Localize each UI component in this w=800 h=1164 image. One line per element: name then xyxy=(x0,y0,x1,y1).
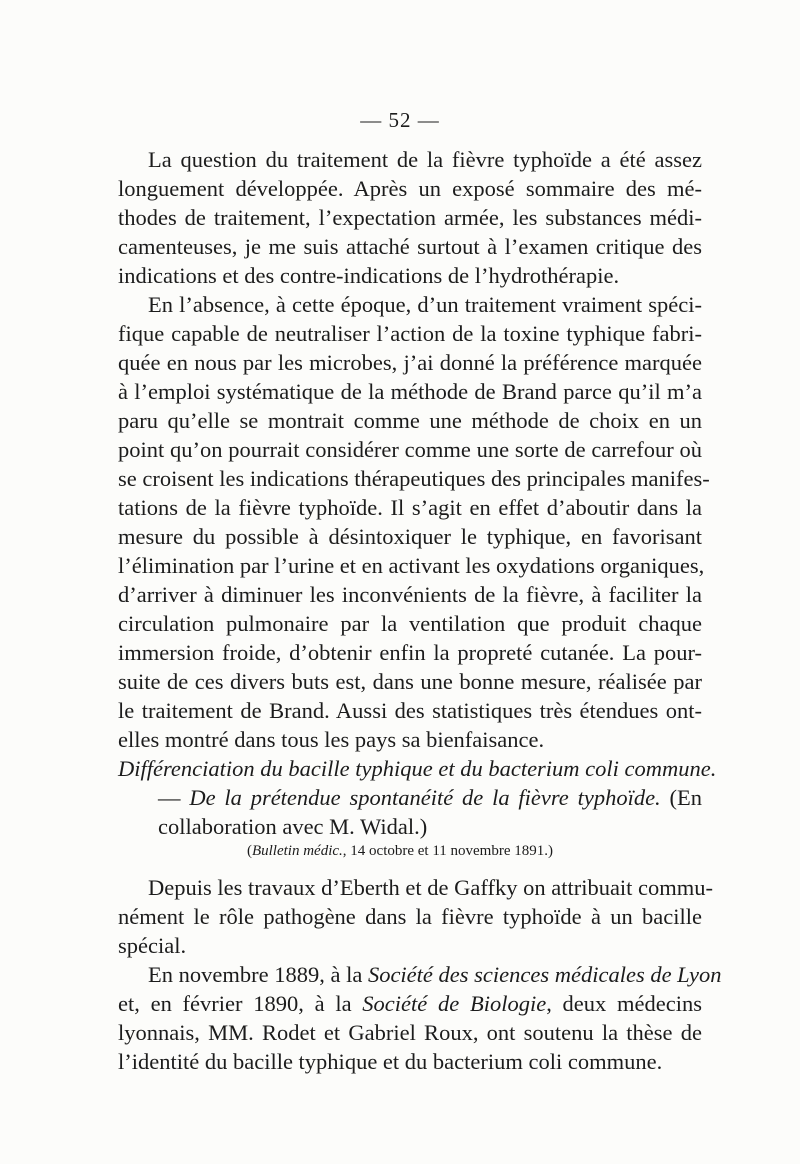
citation-dates: , 14 octobre et 11 novembre 1891.) xyxy=(342,843,554,859)
text-line: circulation pulmonaire par la ventilation que produit chaque xyxy=(118,611,702,636)
heading-dash: — xyxy=(158,785,190,810)
text-line: l’élimination par l’urine et en activant les oxydations organiques, xyxy=(118,553,705,578)
heading-suffix: (En xyxy=(660,785,702,810)
citation xyxy=(0,840,800,862)
text-line xyxy=(148,960,722,990)
text-line: spécial. xyxy=(118,933,187,958)
text-span: En novembre 1889, à la xyxy=(148,962,368,987)
citation-journal: Bulletin médic. xyxy=(251,843,343,859)
text-line: paru qu’elle se montrait comme une méthode de choix en un xyxy=(118,408,702,433)
text-line: fique capable de neutraliser l’action de la toxine typhique fabri- xyxy=(118,321,702,346)
heading-line: Différenciation du bacille typhique et du bacterium coli commune. xyxy=(118,756,717,781)
text-line: le traitement de Brand. Aussi des statistiques très étendues ont- xyxy=(118,698,702,723)
heading-subtitle: De la prétendue spontanéité de la fièvre typhoïde. xyxy=(189,785,661,810)
text-line: En l’absence, à cette époque, d’un traitement vraiment spéci- xyxy=(148,292,702,317)
society-name: Société de Biologie xyxy=(362,991,547,1016)
text-span: et, en février 1890, à la xyxy=(118,991,363,1016)
text-line: indications et des contre-indications de l’hydrothérapie. xyxy=(118,263,620,288)
citation-paren: ( xyxy=(246,843,252,859)
text-line: suite de ces divers buts est, dans une bonne mesure, réalisée par xyxy=(118,669,702,694)
text-line: se croisent les indications thérapeutiques des principales manifes- xyxy=(118,466,710,491)
text-line: l’identité du bacille typhique et du bacterium coli commune. xyxy=(118,1049,663,1074)
text-line: La question du traitement de la fièvre typhoïde a été assez xyxy=(148,147,702,172)
heading-line xyxy=(158,783,702,813)
text-line: elles montré dans tous les pays sa bienfaisance. xyxy=(118,727,545,752)
text-line xyxy=(118,989,702,1019)
text-line: immersion froide, d’obtenir enfin la propreté cutanée. La pour- xyxy=(118,640,702,665)
text-line: mesure du possible à désintoxiquer le typhique, en favorisant xyxy=(118,524,702,549)
text-span: , deux médecins xyxy=(546,991,702,1016)
text-line: longuement développée. Après un exposé sommaire des mé- xyxy=(118,176,702,201)
heading-line: collaboration avec M. Widal.) xyxy=(158,814,428,839)
text-line: nément le rôle pathogène dans la fièvre typhoïde à un bacille xyxy=(118,904,702,929)
text-line: d’arriver à diminuer les inconvénients de la fièvre, à faciliter la xyxy=(118,582,702,607)
text-line: point qu’on pourrait considérer comme une sorte de carrefour où xyxy=(118,437,702,462)
text-line: Depuis les travaux d’Eberth et de Gaffky on attribuait commu- xyxy=(148,875,714,900)
text-line: quée en nous par les microbes, j’ai donné la préférence marquée xyxy=(118,350,702,375)
page-number: — 52 — xyxy=(360,108,440,132)
text-line: tations de la fièvre typhoïde. Il s’agit en effet d’aboutir dans la xyxy=(118,495,702,520)
text-line: thodes de traitement, l’expectation armée, les substances médi- xyxy=(118,205,702,230)
society-name: Société des sciences médicales de Lyon xyxy=(367,962,722,987)
text-line: à l’emploi systématique de la méthode de Brand parce qu’il m’a xyxy=(118,379,702,404)
text-line: lyonnais, MM. Rodet et Gabriel Roux, ont soutenu la thèse de xyxy=(118,1020,702,1045)
text-line: camenteuses, je me suis attaché surtout à l’examen critique des xyxy=(118,234,702,259)
